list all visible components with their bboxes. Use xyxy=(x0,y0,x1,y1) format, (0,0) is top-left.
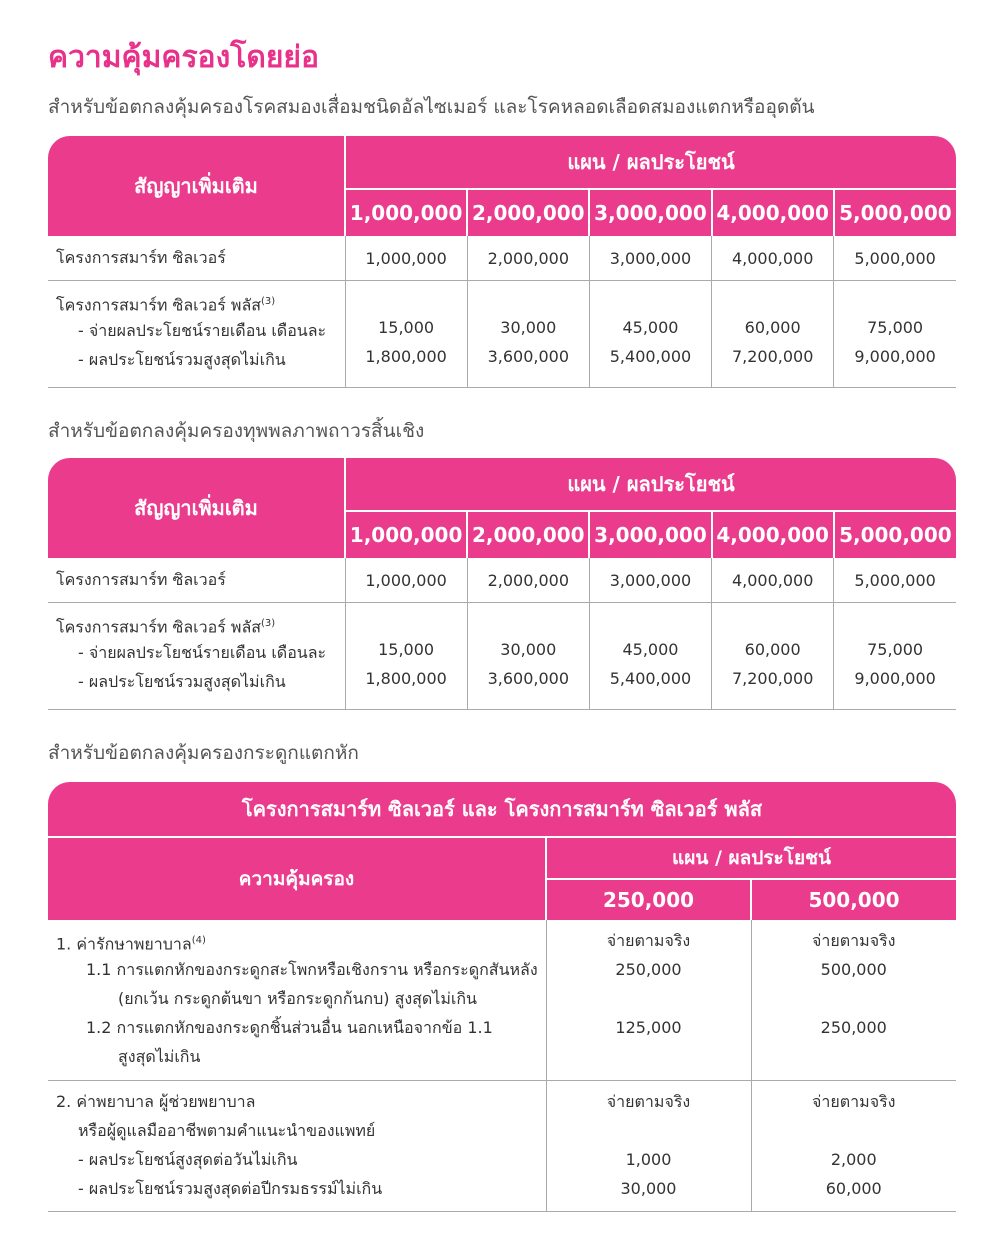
monthly-value: 60,000 xyxy=(744,318,801,337)
plan-amount: 5,000,000 xyxy=(834,189,956,236)
row-label: โครงการสมาร์ท ซิลเวอร์ พลัส xyxy=(56,295,262,315)
row-value: 4,000,000 xyxy=(712,558,834,603)
plan-amount: 3,000,000 xyxy=(589,511,711,558)
plan-amount: 2,000,000 xyxy=(467,189,589,236)
table-title: โครงการสมาร์ท ซิลเวอร์ และ โครงการสมาร์ท ซิลเวอร์ พลัส xyxy=(48,782,956,837)
total-value: 5,400,000 xyxy=(609,347,692,366)
row-value: 3,000,000 xyxy=(589,558,711,603)
coverage-header: ความคุ้มครอง xyxy=(48,837,546,920)
sub-item-label: (ยกเว้น กระดูกต้นขา หรือกระดูกก้นกบ) สูงสุดไม่เกิน xyxy=(118,989,477,1008)
daily-label: - ผลประโยชน์สูงสุดต่อวันไม่เกิน xyxy=(78,1150,298,1169)
benefit-value: 500,000 xyxy=(820,960,887,979)
monthly-value: 15,000 xyxy=(378,318,435,337)
actual-cost: จ่ายตามจริง xyxy=(812,931,896,950)
total-label: - ผลประโยชน์รวมสูงสุดไม่เกิน xyxy=(78,350,286,369)
plan-amount: 1,000,000 xyxy=(345,189,467,236)
monthly-value: 75,000 xyxy=(867,318,924,337)
year-value: 30,000 xyxy=(620,1179,677,1198)
plan-amount: 4,000,000 xyxy=(712,511,834,558)
row-label: โครงการสมาร์ท ซิลเวอร์ พลัส xyxy=(56,617,262,637)
monthly-value: 60,000 xyxy=(744,640,801,659)
actual-cost: จ่ายตามจริง xyxy=(606,931,691,950)
monthly-value: 30,000 xyxy=(500,318,557,337)
plan-amount: 1,000,000 xyxy=(345,511,467,558)
footnote-ref: (3) xyxy=(261,296,276,307)
footnote-ref: (4) xyxy=(191,935,206,946)
plan-amount: 2,000,000 xyxy=(467,511,589,558)
total-value: 1,800,000 xyxy=(365,347,447,366)
plan-amount: 5,000,000 xyxy=(834,511,956,558)
row-value: 2,000,000 xyxy=(467,558,589,603)
plan-amount: 3,000,000 xyxy=(589,189,711,236)
total-value: 5,400,000 xyxy=(609,669,692,688)
monthly-label: - จ่ายผลประโยชน์รายเดือน เดือนละ xyxy=(78,321,327,340)
total-value: 9,000,000 xyxy=(854,347,936,366)
sub-item-label: สูงสุดไม่เกิน xyxy=(118,1047,201,1066)
plan-amount: 500,000 xyxy=(751,879,956,920)
benefit-value: 250,000 xyxy=(615,960,682,979)
benefit-value: 125,000 xyxy=(615,1018,682,1037)
year-label: - ผลประโยชน์รวมสูงสุดต่อปีกรมธรรม์ไม่เกิน xyxy=(78,1179,383,1198)
table-row xyxy=(48,1081,956,1212)
total-value: 9,000,000 xyxy=(854,669,936,688)
plan-header: แผน / ผลประโยชน์ xyxy=(345,458,956,511)
item-label: 1. ค่ารักษาพยาบาล xyxy=(56,934,192,954)
row-value: 4,000,000 xyxy=(712,236,834,281)
table-row xyxy=(48,558,956,603)
total-value: 1,800,000 xyxy=(365,669,447,688)
row-label: โครงการสมาร์ท ซิลเวอร์ xyxy=(48,236,345,281)
daily-value: 1,000 xyxy=(625,1150,672,1169)
daily-value: 2,000 xyxy=(830,1150,877,1169)
total-value: 3,600,000 xyxy=(487,669,569,688)
row-value: 5,000,000 xyxy=(834,236,956,281)
page-title: ความคุ้มครองโดยย่อ xyxy=(48,40,319,75)
actual-cost: จ่ายตามจริง xyxy=(606,1092,691,1111)
row-value: 1,000,000 xyxy=(345,558,467,603)
sub-item-label: 1.2 การแตกหักของกระดูกชิ้นส่วนอื่น นอกเหนือจากข้อ 1.1 xyxy=(86,1018,493,1037)
table-row xyxy=(48,281,956,388)
actual-cost: จ่ายตามจริง xyxy=(812,1092,896,1111)
monthly-value: 30,000 xyxy=(500,640,557,659)
sub-item-label: 1.1 การแตกหักของกระดูกสะโพกหรือเชิงกราน หรือกระดูกสันหลัง xyxy=(86,960,538,979)
section3-subtitle: สำหรับข้อตกลงคุ้มครองกระดูกแตกหัก xyxy=(48,742,359,764)
item-label: 2. ค่าพยาบาล ผู้ช่วยพยาบาล xyxy=(56,1092,256,1111)
monthly-value: 75,000 xyxy=(867,640,924,659)
table-row xyxy=(48,920,956,1081)
row-value: 3,000,000 xyxy=(589,236,711,281)
row-value: 5,000,000 xyxy=(834,558,956,603)
footnote-ref: (3) xyxy=(261,618,276,629)
item-label-cont: หรือผู้ดูแลมืออาชีพตามคำแนะนำของแพทย์ xyxy=(78,1121,376,1140)
row-label: โครงการสมาร์ท ซิลเวอร์ xyxy=(48,558,345,603)
section2-subtitle: สำหรับข้อตกลงคุ้มครองทุพพลภาพถาวรสิ้นเชิง xyxy=(48,420,425,442)
table-row xyxy=(48,603,956,710)
total-value: 7,200,000 xyxy=(731,347,814,366)
section3-table xyxy=(48,782,956,1212)
contract-header: สัญญาเพิ่มเติม xyxy=(48,136,345,236)
table-row xyxy=(48,236,956,281)
row-value: 1,000,000 xyxy=(345,236,467,281)
benefit-value: 250,000 xyxy=(820,1018,887,1037)
section2-table xyxy=(48,458,956,710)
monthly-value: 15,000 xyxy=(378,640,435,659)
monthly-label: - จ่ายผลประโยชน์รายเดือน เดือนละ xyxy=(78,643,327,662)
monthly-value: 45,000 xyxy=(622,640,679,659)
year-value: 60,000 xyxy=(825,1179,882,1198)
plan-amount: 250,000 xyxy=(546,879,751,920)
plan-header: แผน / ผลประโยชน์ xyxy=(345,136,956,189)
row-value: 2,000,000 xyxy=(467,236,589,281)
total-value: 3,600,000 xyxy=(487,347,569,366)
plan-amount: 4,000,000 xyxy=(712,189,834,236)
section1-table xyxy=(48,136,956,388)
total-label: - ผลประโยชน์รวมสูงสุดไม่เกิน xyxy=(78,672,286,691)
monthly-value: 45,000 xyxy=(622,318,679,337)
plan-header: แผน / ผลประโยชน์ xyxy=(546,837,956,879)
total-value: 7,200,000 xyxy=(731,669,814,688)
contract-header: สัญญาเพิ่มเติม xyxy=(48,458,345,558)
section1-subtitle: สำหรับข้อตกลงคุ้มครองโรคสมองเสื่อมชนิดอัลไซเมอร์ และโรคหลอดเลือดสมองแตกหรืออุดตัน xyxy=(48,96,815,118)
